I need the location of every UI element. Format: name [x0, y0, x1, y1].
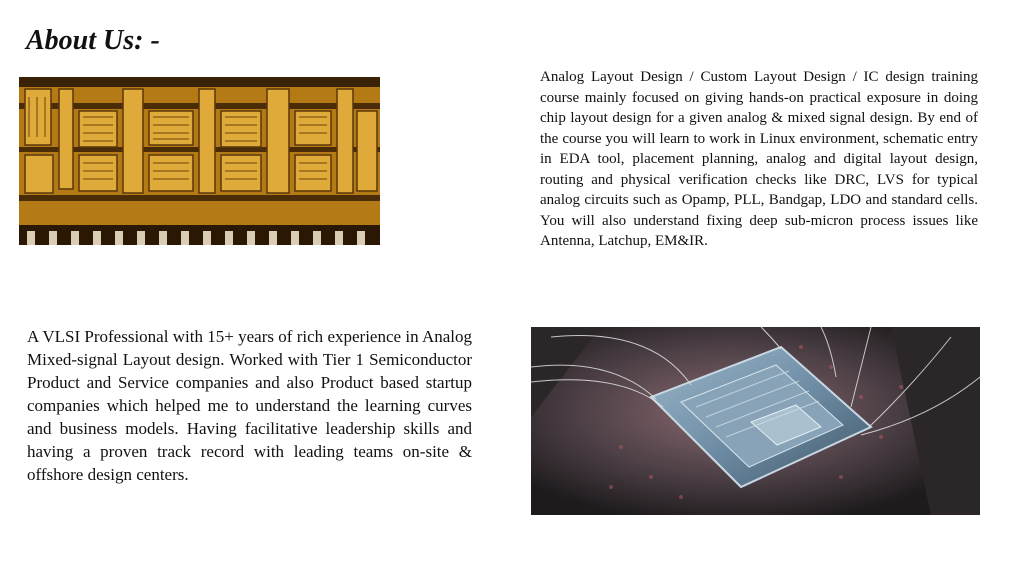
chip-die-image: [531, 327, 980, 515]
ic-layout-graphic: [19, 77, 380, 245]
professional-profile-text: A VLSI Professional with 15+ years of rich experience in Analog Mixed-signal Layout design. Worked with Tier 1 Semiconductor Product and Service companies and also Product based startup companies which helped me to understand the learning curves and business models. Having facilitative leadership skills and having a proven track record with leading teams on-site & offshore design centers.: [27, 327, 472, 484]
page-title: About Us: -: [26, 25, 160, 56]
ic-layout-image: [19, 77, 380, 245]
course-description-text: Analog Layout Design / Custom Layout Design / IC design training course mainly focused on giving hands-on practical exposure in doing chip layout design for a given analog & mixed signal design. By end of the course you will learn to work in Linux environment, schematic entry in EDA tool, placement planning, analog and digital layout design, routing and physical verification checks like DRC, LVS for typical analog circuits such as Opamp, PLL, Bandgap, LDO and standard cells. You will also understand fixing deep sub-micron process issues like Antenna, Latchup, EM&IR.: [540, 69, 978, 249]
chip-die-graphic: [531, 327, 980, 515]
